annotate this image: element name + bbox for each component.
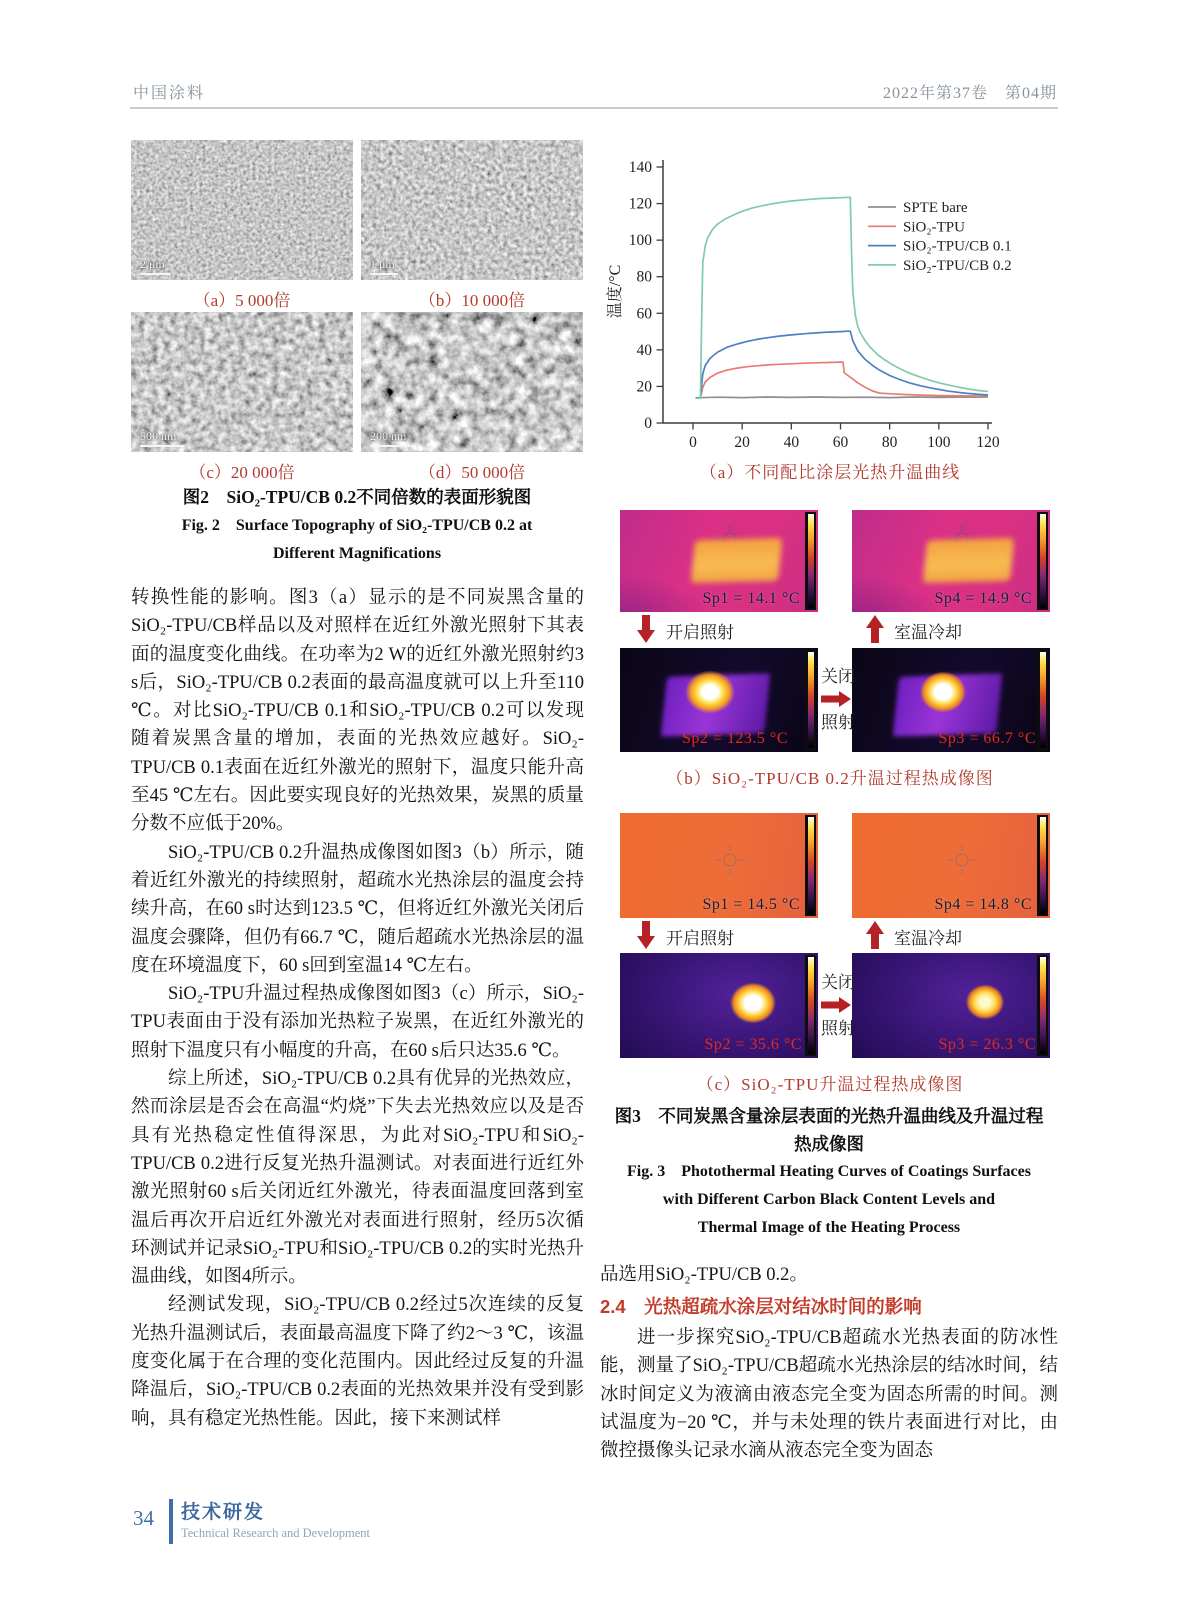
page-number: 34 [133,1506,154,1530]
svg-text:140: 140 [628,159,652,176]
laser-hotspot [961,980,1009,1024]
arrow-right-label-top: 关闭 [821,667,855,686]
svg-text:SPTE bare: SPTE bare [903,200,968,216]
svg-text:0: 0 [644,415,652,432]
fig2-caption-cn: 图2 SiO₂-TPU/CB 0.2不同倍数的表面形貌图 [182,487,532,507]
fig3-caption-en [598,1158,1060,1242]
left-column-text [131,584,584,1433]
thermal-colorbar [805,955,816,1056]
sem-caption-c: （c）20 000倍 [189,463,295,482]
heated-sample-region [923,537,1014,582]
svg-text:SiO₂-TPU/CB 0.1: SiO₂-TPU/CB 0.1 [903,238,1012,255]
footer-section-cn: 技术研发 [181,1502,266,1523]
thermal-c-top-left [620,813,818,918]
right-column-text [600,1261,1058,1289]
fig2-caption-en [131,512,583,568]
thermal-b-bottom-right [852,648,1050,752]
svg-text:60: 60 [832,434,849,451]
fig3-caption-en-line3: Thermal Image of the Heating Process [697,1219,961,1236]
sem-caption-b: （b）10 000倍 [418,291,526,310]
fig2-caption-en-line2: Different Magnifications [272,545,442,562]
svg-text:80: 80 [636,268,652,286]
spot-temp-label: Sp4 = 14.8 °C [934,896,1032,913]
scalebar-d-bar [370,445,410,448]
sem-image-c [131,312,353,452]
section-heading-2-4: 2.4 光热超疏水涂层对结冰时间的影响 [600,1296,922,1317]
fig3-caption-cn-line2: 热成像图 [794,1134,864,1154]
thermal-colorbar [805,815,816,916]
thermal-colorbar [805,512,816,610]
spot-temp-label: Sp2 = 35.6 °C [704,1036,802,1053]
up-arrow-icon [866,614,884,649]
thermal-b-top-right [852,510,1050,612]
thermal-colorbar [1037,512,1048,610]
up-arrow-icon [866,920,884,955]
scalebar-b-bar [370,273,398,276]
svg-text:SiO₂-TPU/CB 0.2: SiO₂-TPU/CB 0.2 [903,257,1012,274]
fig3-caption-cn-line1: 图3 不同炭黑含量涂层表面的光热升温曲线及升温过程 [614,1106,1044,1126]
svg-text:100: 100 [927,434,951,451]
thermal-c-bottom-right [852,953,1050,1058]
scalebar-b [370,258,398,276]
scalebar-b-label: 1 μm [370,256,395,271]
arrow-right-label-bottom: 照射 [821,713,855,732]
svg-text:60: 60 [636,305,652,323]
arrow-down-label: 开启照射 [666,623,734,642]
arrow-down-label: 开启照射 [666,929,734,948]
spot-temp-label: Sp4 = 14.9 °C [934,590,1032,607]
crosshair-icon [947,845,977,875]
svg-text:40: 40 [783,434,800,451]
laser-hotspot [725,978,781,1028]
fig3-caption-cn [598,1102,1060,1158]
svg-text:80: 80 [881,434,898,451]
journal-name: 中国涂料 [133,85,206,102]
footer-divider [169,1499,173,1544]
thermal-b-top-left [620,510,818,612]
header-rule [130,107,1058,109]
crosshair-icon [715,845,745,875]
paragraph-1: 转换性能的影响。图3（a）显示的是不同炭黑含量的SiO₂-TPU/CB样品以及对照样在近红外激光照射下其表面的温度变化曲线。在功率为2 W的近红外激光照射约3 s后，SiO₂-TPU/CB 0.2表面的最高温度就可以上升至110 ℃。对比SiO₂-TPU/CB 0.1和SiO₂-TPU/CB 0.2可以发现随着炭黑含量的增加，表面的光热效应越好。SiO₂-TPU/CB 0.1表面在近红外激光的照射下，温度只能升高至45 ℃左右。因此要实现良好的光热效果，炭黑的质量分数不应低于20%。 [131,588,584,835]
paragraph-2: SiO₂-TPU/CB 0.2升温热成像图如图3（b）所示，随着近红外激光的持续照射，超疏水光热涂层的温度会持续升高，在60 s时达到123.5 ℃，但将近红外激光关闭后温度会骤降，但仍有66.7 ℃，随后超疏水光热涂层的温度在环境温度下，60 s回到室温14 ℃左右。 [131,842,584,976]
laser-hotspot [915,667,971,717]
spot-temp-label: Sp3 = 26.3 °C [938,1036,1036,1053]
thermal-colorbar [1037,955,1048,1056]
svg-text:温度/°C: 温度/°C [607,264,624,319]
fig3b-caption: （b）SiO₂-TPU/CB 0.2升温过程热成像图 [666,769,994,788]
svg-text:SiO₂-TPU: SiO₂-TPU [903,219,965,236]
arrow-up-label: 室温冷却 [894,929,962,948]
paragraph-5: 经测试发现，SiO₂-TPU/CB 0.2经过5次连续的反复光热升温测试后，表面最高温度下降了约2～3 ℃，该温度变化属于在合理的变化范围内。因此经过反复的升温降温后，SiO₂-TPU/CB 0.2表面的光热效果并没有受到影响，具有稳定光热性能。因此，接下来测试样 [131,1295,584,1429]
fig3a-caption: （a）不同配比涂层光热升温曲线 [699,463,961,482]
paragraph-6: 进一步探究SiO₂-TPU/CB超疏水光热表面的防冰性能，测量了SiO₂-TPU/CB超疏水光热涂层的结冰时间，结冰时间定义为液滴由液态完全变为固态所需的时间。测试温度为−20 ℃，并与未处理的铁片表面进行对比，由微控摄像头记录水滴从液态完全变为固态 [600,1328,1058,1462]
right-column-paragraph [600,1324,1058,1465]
arrow-right-label-bottom: 照射 [821,1019,855,1038]
down-arrow-icon [637,920,655,955]
heating-curves-chart [600,142,1060,454]
scalebar-c [140,430,184,448]
scalebar-c-bar [140,445,184,448]
sem-caption-d: （d）50 000倍 [418,463,526,482]
thermal-colorbar [1037,815,1048,916]
down-arrow-icon [637,614,655,649]
sem-image-b [361,140,583,280]
scalebar-d-label: 200 nm [370,428,407,443]
fig3c-caption: （c）SiO₂-TPU升温过程热成像图 [696,1075,964,1094]
laser-hotspot [679,665,741,719]
scalebar-a-bar [140,273,170,276]
paragraph-continued: 品选用SiO₂-TPU/CB 0.2。 [600,1265,808,1285]
svg-text:40: 40 [636,341,652,359]
footer-section-en: Technical Research and Development [181,1526,370,1540]
thermal-c-bottom-left [620,953,818,1058]
svg-text:20: 20 [636,378,652,396]
paragraph-4: 综上所述，SiO₂-TPU/CB 0.2具有优异的光热效应，然而涂层是否会在高温“灼烧”下失去光热效应以及是否具有光热稳定性值得深思，为此对SiO₂-TPU和SiO₂-TPU/CB 0.2进行反复光热升温测试。对表面进行近红外激光照射60 s后关闭近红外激光，待表面温度回落到室温后再次开启近红外激光对表面进行照射，经历5次循环测试并记录SiO₂-TPU和SiO₂-TPU/CB 0.2的实时光热升温曲线，如图4所示。 [131,1069,584,1288]
scalebar-a-label: 2 μm [140,256,165,271]
figure-2 [131,140,583,622]
arrow-right-label-top: 关闭 [821,973,855,992]
scalebar-c-label: 500 nm [140,428,177,443]
arrow-up-label: 室温冷却 [894,623,962,642]
fig3-caption-en-line1: Fig. 3 Photothermal Heating Curves of Coatings Surfaces [627,1163,1031,1180]
svg-text:120: 120 [976,434,1000,451]
spot-temp-label: Sp1 = 14.5 °C [702,896,800,913]
scalebar-d [370,430,410,448]
fig3-caption-en-line2: with Different Carbon Black Content Levels and [662,1191,996,1208]
svg-text:20: 20 [734,434,750,451]
spot-temp-label: Sp2 = 123.5 °C [682,730,788,747]
thermal-colorbar [805,650,816,750]
sem-image-a [131,140,353,280]
fig2-caption-en-line1: Fig. 2 Surface Topography of SiO₂-TPU/CB 0.2 at [181,517,533,534]
spot-temp-label: Sp1 = 14.1 °C [702,590,800,607]
sem-image-d [361,312,583,452]
thermal-b-bottom-left [620,648,818,752]
sem-caption-a: （a）5 000倍 [193,291,291,310]
heated-sample-region [691,537,782,582]
paragraph-3: SiO₂-TPU升温过程热成像图如图3（c）所示，SiO₂-TPU表面由于没有添加光热粒子炭黑，在近红外激光的照射下温度只有小幅度的升高，在60 s后只达35.6 ℃。 [131,984,584,1061]
issue-info: 2022年第37卷 第04期 [882,85,1057,102]
scalebar-a [140,258,170,276]
svg-text:120: 120 [628,195,652,213]
svg-text:0: 0 [689,434,697,451]
thermal-c-top-right [852,813,1050,918]
svg-text:100: 100 [628,232,652,250]
spot-temp-label: Sp3 = 66.7 °C [938,730,1036,747]
thermal-colorbar [1037,650,1048,750]
